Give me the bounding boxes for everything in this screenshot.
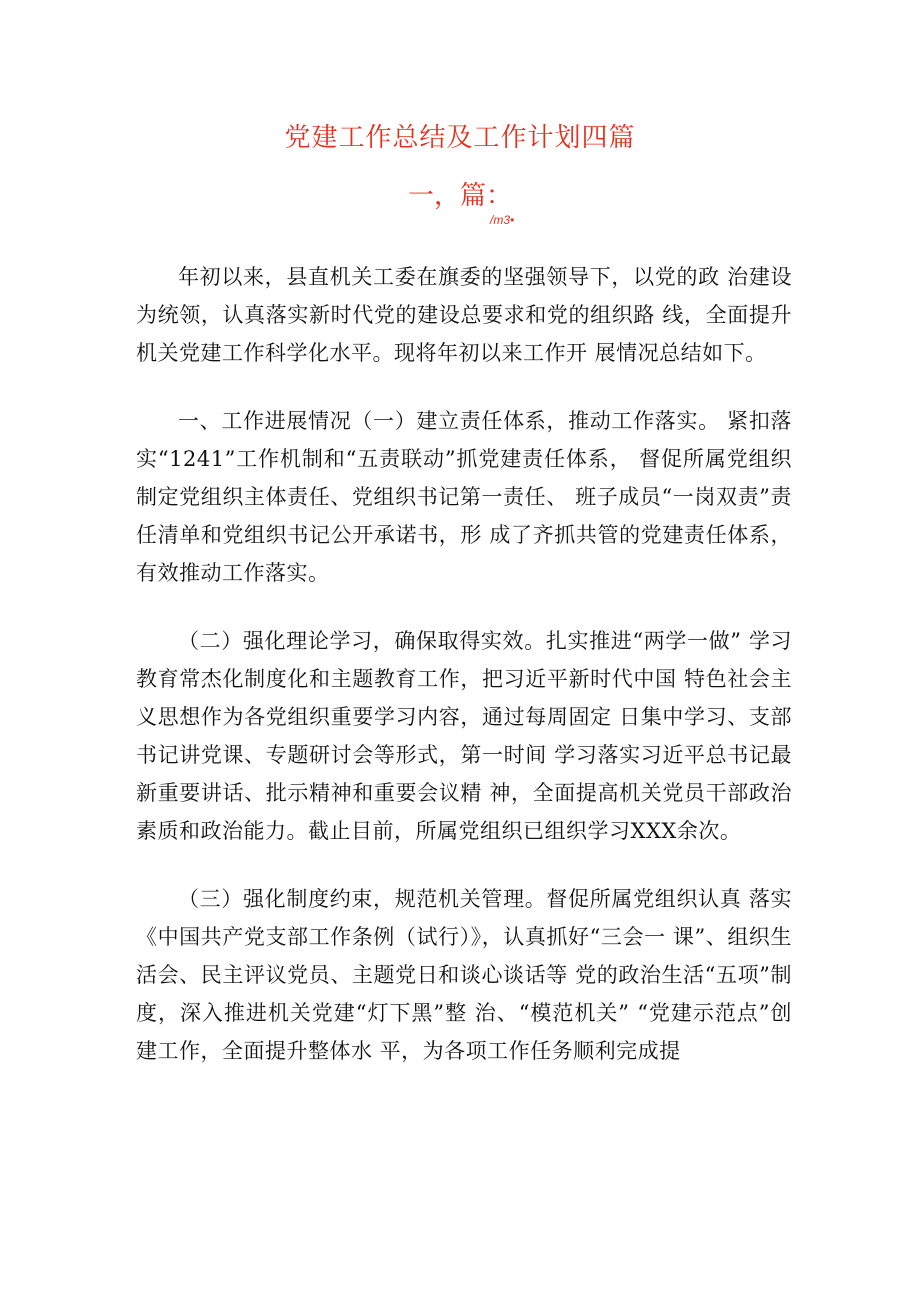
document-body <box>136 258 792 1098</box>
document-title: 党建工作总结及工作计划四篇 <box>284 123 636 153</box>
paragraph-section-2: （二）强化理论学习，确保取得实效。扎实推进“两学一做” 学习教育常杰化制度化和主题教育工作，把习近平新时代中国 特色社会主义思想作为各党组织重要学习内容，通过每周固定 日集中学习、支部书记讲党课、专题研讨会等形式，第一时间 学习落实习近平总书记最新重要讲话、批示精神和重要会议精 神，全面提高机关党员干部政治素质和政治能力。截止目前，所属党组织已组织学习XXX余次。 <box>136 629 792 843</box>
document-subtitle: 一，篇： <box>407 181 512 211</box>
paragraph-section-3: （三）强化制度约束，规范机关管理。督促所属党组织认真 落实《中国共产党支部工作条例（试行）》，认真抓好“三会一 课”、组织生活会、民主评议党员、主题党日和谈心谈话等 党的政治生活“五项”制度，深入推进机关党建“灯下黑”整 治、“模范机关” “党建示范点”创建工作，全面提升整体水 平，为各项工作任务顺利完成提 <box>136 887 792 1063</box>
handwritten-mark: /m3• <box>490 213 515 227</box>
paragraph-intro: 年初以来，县直机关工委在旗委的坚强领导下，以党的政 治建设为统领，认真落实新时代党的建设总要求和党的组织路 线，全面提升机关党建工作科学化水平。现将年初以来工作开 展情况总结如下。 <box>136 265 792 365</box>
paragraph-section-1: 一、工作进展情况（一）建立责任体系，推动工作落实。 紧扣落实“1241”工作机制和“五责联动”抓党建责任体系， 督促所属党组织制定党组织主体责任、党组织书记第一责任、 班子成员“一岗双责”责任清单和党组织书记公开承诺书，形 成了齐抓共管的党建责任体系，有效推动工作落实。 <box>136 409 792 585</box>
